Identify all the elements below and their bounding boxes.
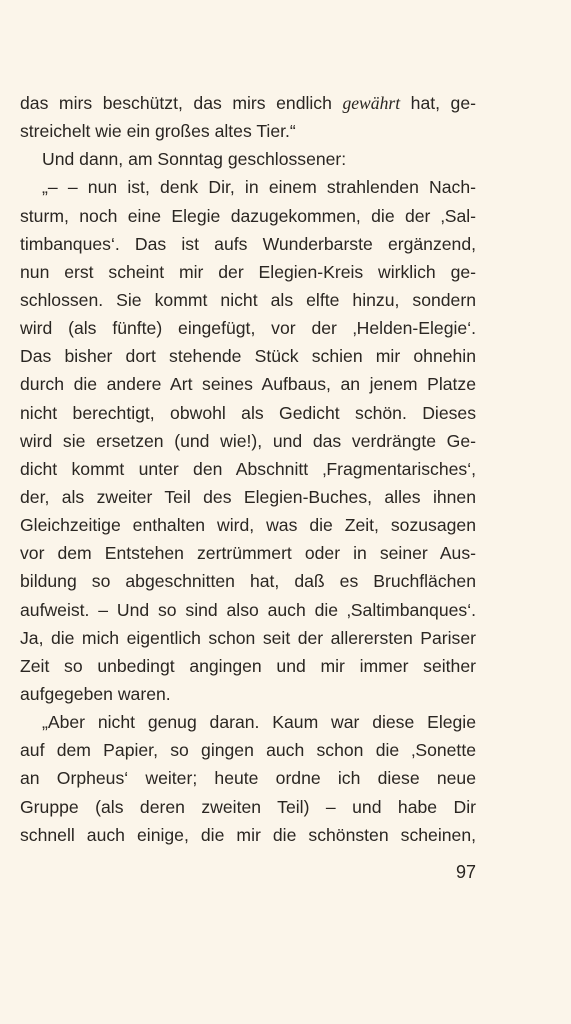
text-line-15: der, als zweiter Teil des Elegien-Buches, alles ihnen [20, 486, 476, 507]
text-line-3: Und dann, am Sonntag geschlossener: [42, 149, 347, 170]
text-line-17: vor dem Entstehen zertrümmert oder in seiner Aus- [20, 543, 476, 564]
text-line-18: bildung so abgeschnitten hat, daß es Bruchflächen [20, 571, 476, 592]
text-line-9: wird (als fünfte) eingefügt, vor der ‚Helden-Elegie‘. [20, 318, 476, 339]
text-line-23: „Aber nicht genug daran. Kaum war diese Elegie [42, 712, 476, 733]
text-line-19: aufweist. – Und so sind also auch die ‚Saltimbanques‘. [20, 599, 476, 620]
text-line-2: streichelt wie ein großes altes Tier.“ [20, 121, 296, 142]
text-line-11: durch die andere Art seines Aufbaus, an jenem Platze [20, 374, 476, 395]
text-line-27: schnell auch einige, die mir die schönsten scheinen, [20, 824, 476, 845]
text-line-16: Gleichzeitige enthalten wird, was die Zeit, sozusagen [20, 515, 476, 536]
body-text [20, 89, 476, 849]
text-line-10: Das bisher dort stehende Stück schien mir ohnehin [20, 346, 476, 367]
text-line-25: an Orpheus‘ weiter; heute ordne ich diese neue [20, 768, 476, 789]
text-line-4: „– – nun ist, denk Dir, in einem strahlenden Nach- [42, 177, 476, 198]
text-line-14: dicht kommt unter den Abschnitt ‚Fragmentarisches‘, [20, 458, 476, 479]
text-line-26: Gruppe (als deren zweiten Teil) – und habe Dir [20, 796, 476, 817]
text-line-8: schlossen. Sie kommt nicht als elfte hinzu, sondern [20, 289, 476, 310]
text-line-7: nun erst scheint mir der Elegien-Kreis wirklich ge- [20, 261, 476, 282]
page-number: 97 [455, 862, 476, 882]
text-line-22: aufgegeben waren. [20, 683, 171, 704]
text-line-20: Ja, die mich eigentlich schon seit der allerersten Pariser [20, 627, 476, 648]
text-line-13: wird sie ersetzen (und wie!), und das verdrängte Ge- [20, 430, 476, 451]
text-line-5: sturm, noch eine Elegie dazugekommen, die der ‚Sal- [20, 205, 476, 226]
text-line-24: auf dem Papier, so gingen auch schon die ‚Sonette [20, 740, 476, 761]
text-line-6: timbanques‘. Das ist aufs Wunderbarste ergänzend, [20, 233, 476, 254]
text-line-21: Zeit so unbedingt angingen und mir immer seither [20, 655, 476, 676]
text-line-1: das mirs beschützt, das mirs endlich gewährt hat, ge- [20, 93, 476, 113]
text-line-12: nicht berechtigt, obwohl als Gedicht schön. Dieses [20, 402, 476, 423]
emphasized-word: gewährt [342, 93, 401, 113]
